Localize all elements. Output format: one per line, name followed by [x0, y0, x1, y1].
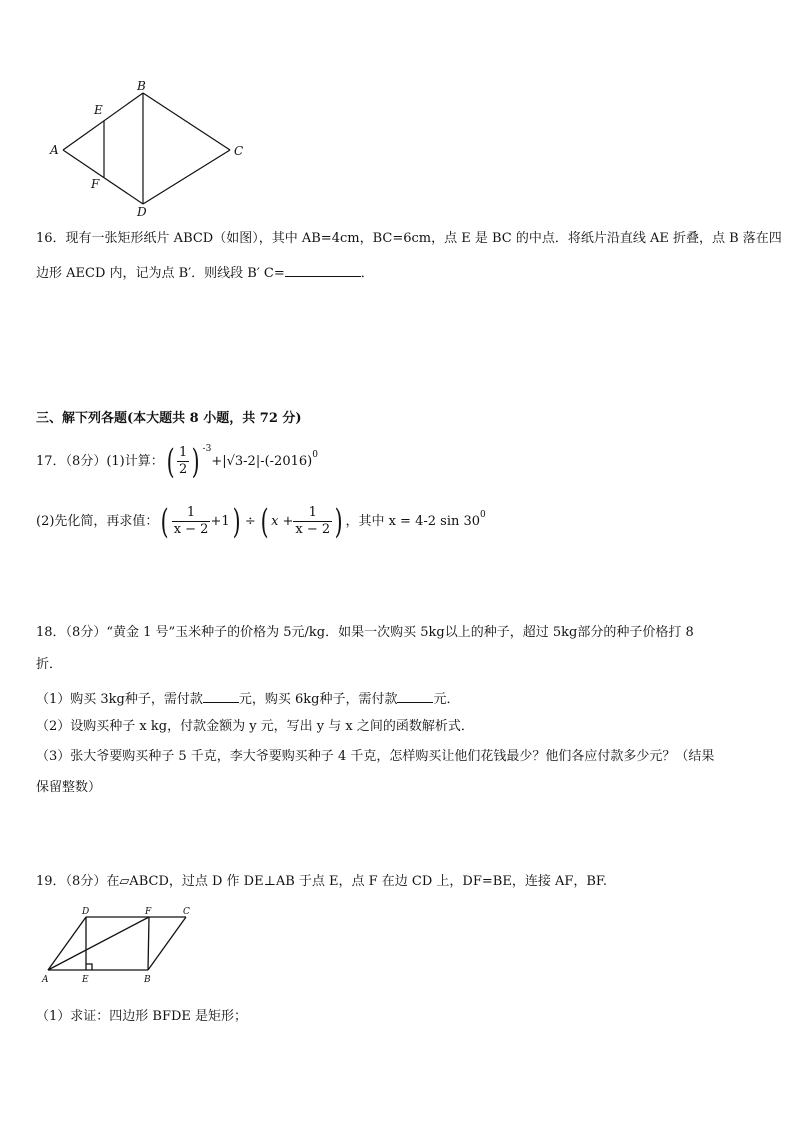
- label-d: D: [82, 907, 90, 917]
- edge-da: [63, 150, 143, 204]
- q16-line1: 16．现有一张矩形纸片 ABCD（如图），其中 AB=4cm，BC=6cm，点 E 是 BC 的中点．将纸片沿直线 AE 折叠，点 B 落在四: [36, 231, 782, 246]
- q18-p1b: 元，购买 6kg种子，需付款: [238, 692, 398, 707]
- segment-af: [48, 917, 149, 970]
- q16-line2-end: ．: [360, 266, 374, 281]
- q17-frac-den: 2: [179, 462, 188, 477]
- q18-p1a: （1）购买 3kg种子，需付款: [36, 692, 203, 707]
- q17-p2-lparen1: (: [161, 501, 170, 542]
- q18-part3b: 保留整数）: [36, 780, 102, 795]
- label-c: C: [234, 144, 244, 158]
- label-b: B: [144, 975, 151, 984]
- q17-exp1: -3: [202, 444, 212, 454]
- q17-part2: [36, 500, 486, 544]
- edge-cd: [143, 150, 230, 204]
- q16-answer-blank[interactable]: [285, 262, 361, 277]
- section3-heading: 三、解下列各题(本大题共 8 小题，共 72 分): [36, 411, 302, 426]
- edge-bc: [143, 93, 230, 150]
- q17-f1-den: x − 2: [173, 522, 209, 537]
- figure-parallelogram: [36, 904, 206, 984]
- q17-part1: [36, 440, 318, 484]
- q17-f1-num: 1: [172, 505, 211, 522]
- q17-prefix: 17．（8分）(1)计算：: [36, 454, 164, 469]
- q18-line2: 折．: [36, 657, 63, 672]
- figure-rhombus: [40, 78, 260, 223]
- q18-part1: [36, 688, 460, 709]
- q17-rparen: ): [191, 441, 200, 482]
- q17-f2-den: x − 2: [295, 522, 331, 537]
- q17-rest: +|√3-2|-(-2016): [211, 454, 313, 469]
- edge-da: [48, 917, 86, 970]
- label-e: E: [94, 103, 103, 117]
- right-angle-mark: [86, 964, 92, 970]
- q17-p2-fraction2: [293, 505, 332, 538]
- q17-p2-div: ÷: [244, 514, 256, 529]
- q17-fraction: [177, 445, 189, 478]
- q17-p2-prefix: (2)先化简，再求值：: [36, 514, 159, 529]
- q19-part1: （1）求证：四边形 BFDE 是矩形；: [36, 1009, 248, 1024]
- q17-p2-rparen1: ): [232, 501, 241, 542]
- q18-line1: 18．（8分）“黄金 1 号”玉米种子的价格为 5元/kg．如果一次购买 5kg以上的种子，超过 5kg部分的种子价格打 8: [36, 625, 694, 640]
- edge-ab: [63, 93, 143, 150]
- q17-p2-tail-exp: 0: [480, 510, 486, 520]
- label-b: B: [137, 79, 146, 93]
- q17-p2-xplus: x +: [271, 514, 294, 529]
- q17-exp2: 0: [312, 450, 318, 460]
- label-e: E: [82, 975, 89, 984]
- q17-p2-lparen2: (: [260, 501, 269, 542]
- segment-bf: [148, 917, 149, 970]
- q17-p2-fraction1: [172, 505, 211, 538]
- label-a: A: [42, 975, 49, 984]
- q18-blank1[interactable]: [203, 688, 239, 703]
- q18-part3a: （3）张大爷要购买种子 5 千克，李大爷要购买种子 4 千克，怎样购买让他们花钱最少？他们各应付款多少元？（结果: [36, 749, 715, 764]
- q19-line1: 19．（8分）在▱ABCD，过点 D 作 DE⊥AB 于点 E，点 F 在边 CD 上，DF=BE，连接 AF，BF.: [36, 874, 608, 889]
- q17-p2-tail: ，其中 x = 4-2 sin 30: [345, 514, 481, 529]
- q18-p1c: 元．: [433, 692, 460, 707]
- label-f: F: [145, 907, 152, 917]
- q17-f2-num: 1: [293, 505, 332, 522]
- label-c: C: [183, 907, 190, 917]
- q17-p2-rparen2: ): [334, 501, 343, 542]
- label-f: F: [91, 177, 100, 191]
- q17-frac-num: 1: [179, 445, 188, 460]
- q18-blank2[interactable]: [397, 688, 433, 703]
- q16-line2-text: 边形 AECD 内，记为点 B′．则线段 B′ C=: [36, 266, 285, 281]
- q18-part2: （2）设购买种子 x kg，付款金额为 y 元，写出 y 与 x 之间的函数解析式．: [36, 719, 474, 734]
- edge-bc: [148, 917, 186, 970]
- q17-lparen: (: [166, 441, 175, 482]
- label-d: D: [137, 205, 147, 219]
- q17-p2-plus1: +1: [210, 514, 230, 529]
- q16-line2: [36, 262, 374, 283]
- label-a: A: [50, 143, 59, 157]
